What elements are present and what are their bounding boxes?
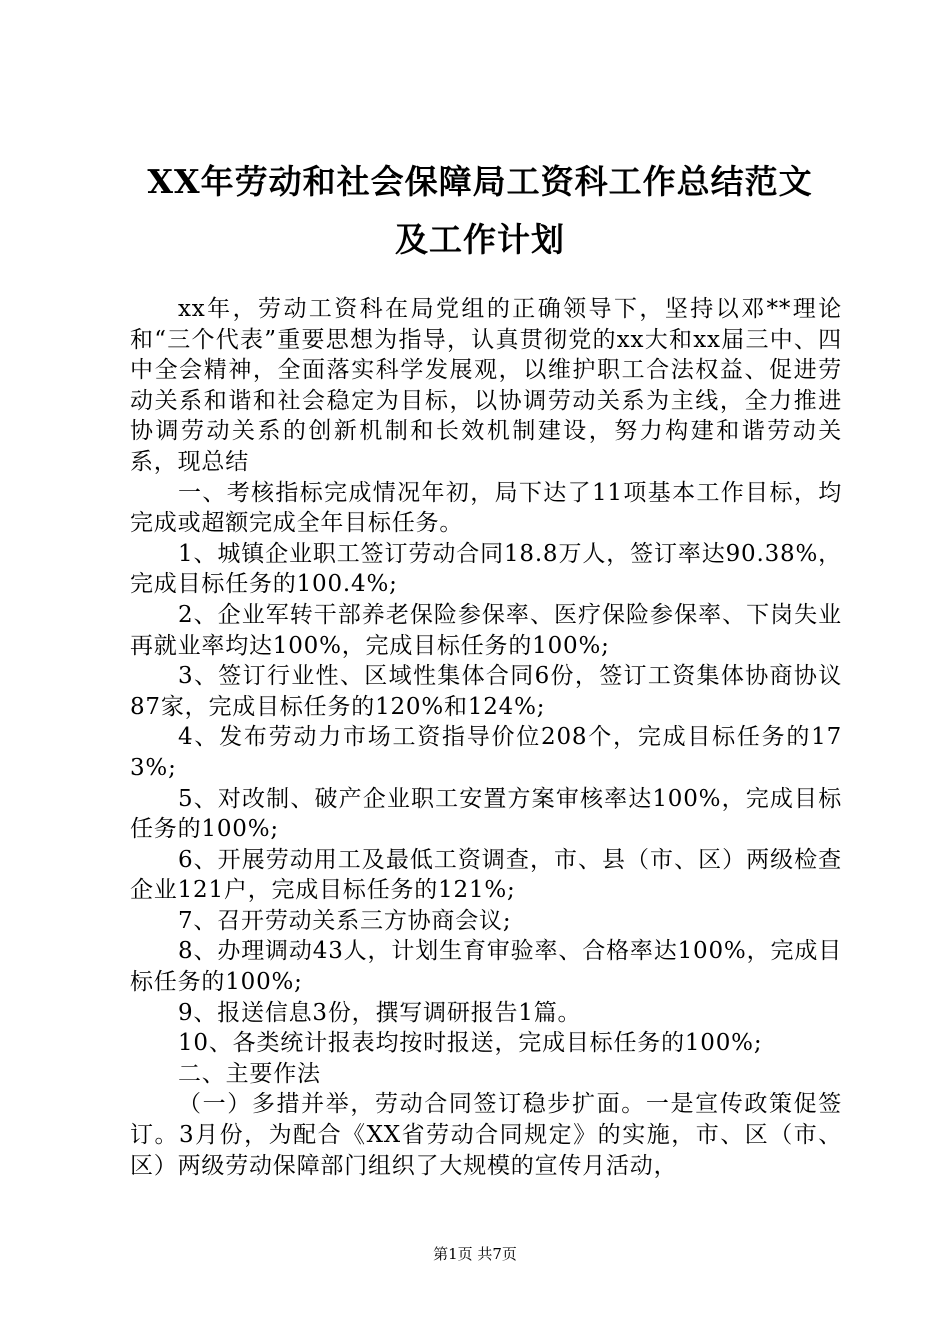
- document-title-line-2: 及工作计划: [395, 220, 565, 259]
- paragraph-item-3: 3、签订行业性、区域性集体合同6份，签订工资集体协商协议87家，完成目标任务的120%和124%;: [130, 663, 842, 720]
- document-body: [130, 294, 842, 1181]
- paragraph-item-1: 1、城镇企业职工签订劳动合同18.8万人，签订率达90.38%，完成目标任务的100.4%;: [130, 540, 842, 598]
- page-footer: 第1页 共7页: [433, 1245, 517, 1263]
- paragraph-item-10: 10、各类统计报表均按时报送，完成目标任务的100%;: [178, 1030, 763, 1057]
- paragraph-item-8: 8、办理调动43人，计划生育审验率、合格率达100%，完成目标任务的100%;: [130, 938, 842, 996]
- paragraph-item-7: 7、召开劳动关系三方协商会议;: [178, 907, 512, 934]
- document-title-line-1: XX年劳动和社会保障局工资科工作总结范文: [147, 162, 813, 201]
- paragraph-section-1-heading: 一、考核指标完成情况年初，局下达了11项基本工作目标，均完成或超额完成全年目标任务。: [130, 479, 842, 537]
- paragraph-item-9: 9、报送信息3份，撰写调研报告1篇。: [178, 999, 582, 1026]
- paragraph-item-6: 6、开展劳动用工及最低工资调查，市、县（市、区）两级检查企业121户，完成目标任务的121%;: [130, 846, 842, 904]
- paragraph-section-2-heading: 二、主要作法: [178, 1060, 321, 1087]
- paragraph-section-2-1: （一）多措并举，劳动合同签订稳步扩面。一是宣传政策促签订。3月份，为配合《XX省劳动合同规定》的实施，市、区（市、区）两级劳动保障部门组织了大规模的宣传月活动，: [130, 1091, 842, 1179]
- paragraph-item-2: 2、企业军转干部养老保险参保率、医疗保险参保率、下岗失业再就业率均达100%，完成目标任务的100%;: [130, 601, 842, 659]
- paragraph-item-5: 5、对改制、破产企业职工安置方案审核率达100%，完成目标任务的100%;: [130, 785, 842, 843]
- paragraph-item-4: 4、发布劳动力市场工资指导价位208个，完成目标任务的173%;: [130, 724, 842, 781]
- paragraph-intro: xx年，劳动工资科在局党组的正确领导下，坚持以邓**理论和“三个代表”重要思想为指导，认真贯彻党的xx大和xx届三中、四中全会精神，全面落实科学发展观，以维护职工合法权益、促进劳动关系和谐和社会稳定为目标，以协调劳动关系为主线，全力推进协调劳动关系的创新机制和长效机制建设，努力构建和谐劳动关系，现总结: [130, 296, 842, 475]
